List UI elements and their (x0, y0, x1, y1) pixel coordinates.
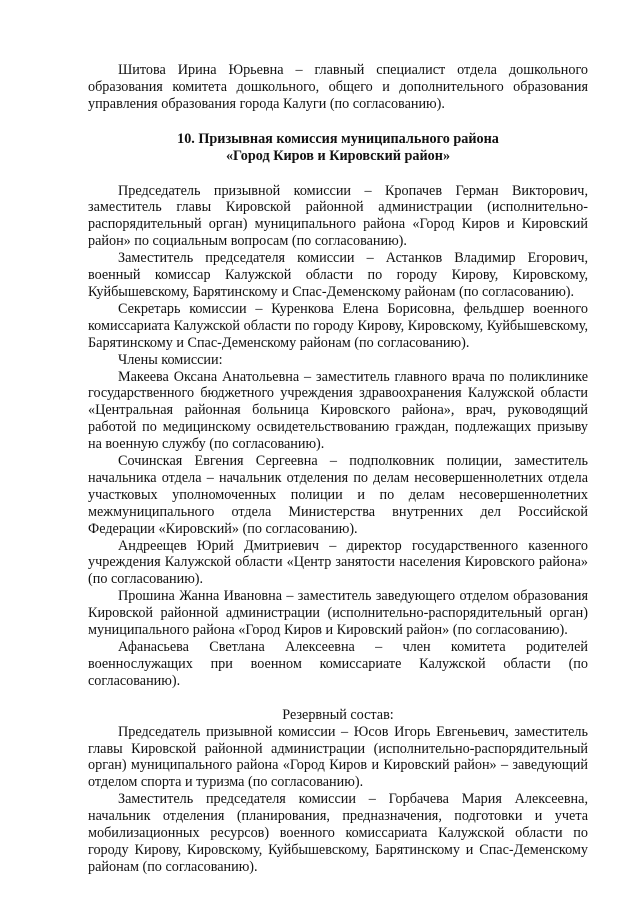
reserve-title: Резервный состав: (282, 706, 394, 723)
reserve-deputy-paragraph: Заместитель председателя комиссии – Горбачева Мария Алексеевна, начальник отделения (планирования, предназначения, подготовки и учета мобилизационных ресурсов) военного комиссариата Калужской области по городу Кирову, Кировскому, Куйбышевскому, Барятинскому и Спас-Деменскому районам (по согласованию). (88, 791, 588, 875)
intro-paragraph: Шитова Ирина Юрьевна – главный специалист отдела дошкольного образования комитета дошкольного, общего и дополнительного образования управления образования города Калуги (по согласованию). (88, 62, 588, 112)
member-paragraph: Сочинская Евгения Сергеевна – подполковник полиции, заместитель начальника отдела – начальник отделения по делам несовершеннолетних отдела участковых уполномоченных полиции и по делам несовершеннолетних межмуниципального отдела Министерства внутренних дел Российской Федерации «Кировский» (по согласованию). (88, 453, 588, 537)
member-paragraph: Макеева Оксана Анатольевна – заместитель главного врача по поликлинике государственного бюджетного учреждения здравоохранения Калужской области «Центральная районная больница Кировского района», врач, руководящий работой по медицинскому освидетельствованию граждан, подлежащих призыву на военную службу (по согласованию). (88, 368, 588, 453)
spacer (88, 690, 588, 707)
reserve-chairman-paragraph: Председатель призывной комиссии – Юсов Игорь Евгеньевич, заместитель главы Кировской районной администрации (исполнительно-распорядительный орган) муниципального района «Город Киров и Кировский район» – заведующий отделом спорта и туризма (по согласованию). (88, 723, 588, 791)
document-body (88, 62, 588, 876)
member-paragraph: Афанасьева Светлана Алексеевна – член комитета родителей военнослужащих при военном комиссариате Калужской области (по согласованию). (88, 639, 588, 689)
secretary-paragraph: Секретарь комиссии – Куренкова Елена Борисовна, фельдшер военного комиссариата Калужской области по городу Кирову, Кировскому, Куйбышевскому, Барятинскому и Спас-Деменскому районам (по согласованию). (88, 300, 588, 351)
chairman-paragraph: Председатель призывной комиссии – Кропачев Герман Викторович, заместитель главы Кировской районной администрации (исполнительно-распорядительный орган) муниципального района «Город Киров и Кировский район» по социальным вопросам (по согласованию). (88, 182, 588, 250)
spacer (88, 113, 588, 131)
spacer (88, 165, 588, 183)
members-label: Члены комиссии: (118, 351, 223, 368)
section-heading-line-2: «Город Киров и Кировский район» (225, 147, 451, 164)
section-heading-line-1: 10. Призывная комиссия муниципального района (177, 130, 499, 147)
member-paragraph: Прошина Жанна Ивановна – заместитель заведующего отделом образования Кировской районной администрации (исполнительно-распорядительный орган) муниципального района «Город Киров и Кировский район» (по согласованию). (88, 588, 588, 639)
member-paragraph: Андреещев Юрий Дмитриевич – директор государственного казенного учреждения Калужской области «Центр занятости населения Кировского района» (по согласованию). (88, 537, 588, 588)
deputy-paragraph: Заместитель председателя комиссии – Астанков Владимир Егорович, военный комиссар Калужской области по городу Кирову, Кировскому, Куйбышевскому, Барятинскому и Спас-Деменскому районам (по согласованию). (88, 250, 588, 300)
